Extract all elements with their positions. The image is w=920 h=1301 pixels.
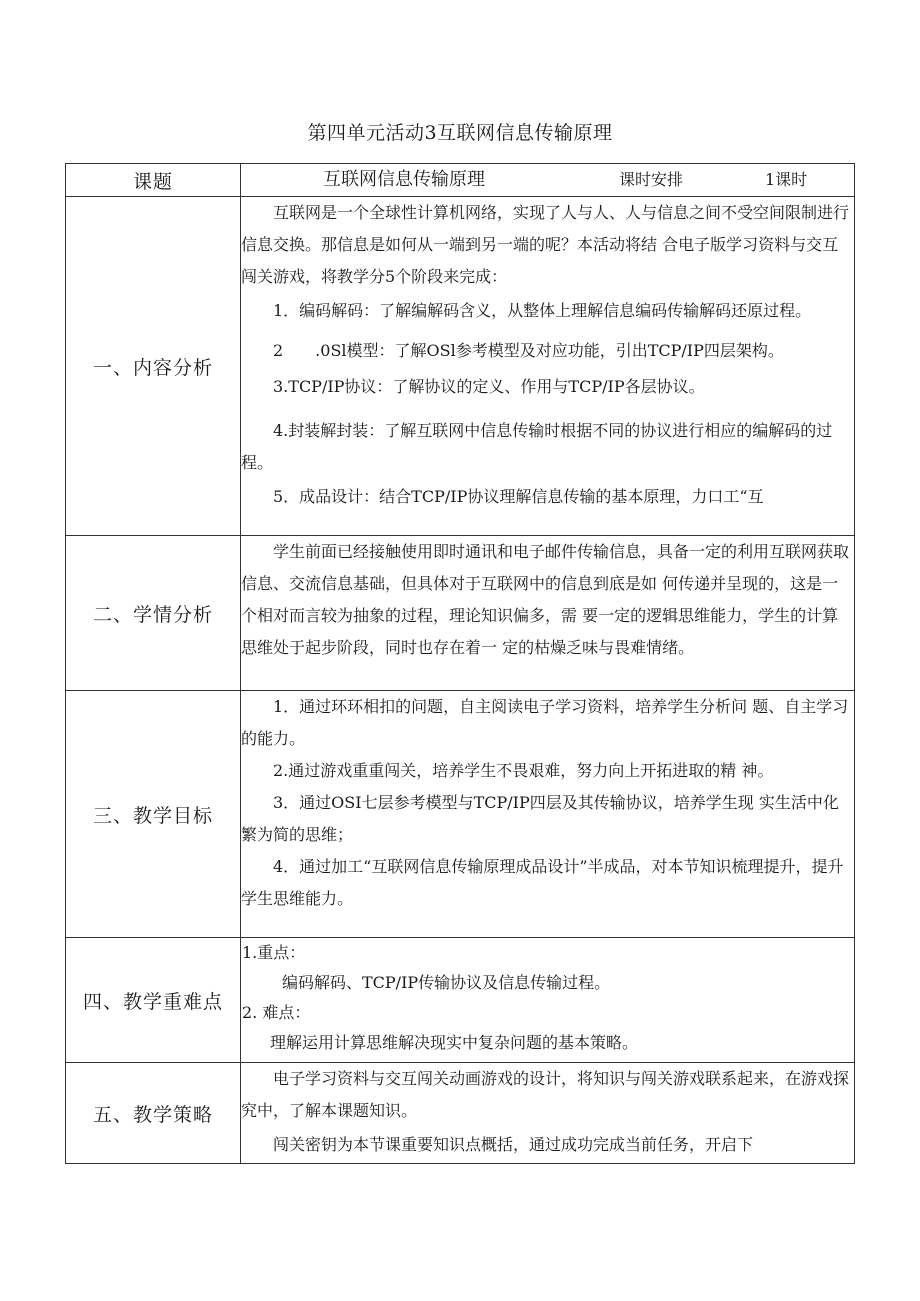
strategy-para-2: 闯关密钥为本节课重要知识点概括，通过成功完成当前任务，开启下 <box>273 1135 754 1154</box>
key-points-cell <box>241 938 855 1063</box>
content-analysis-item-1: 1．编码解码：了解编解码含义，从整体上理解信息编码传输解码还原过程。 <box>273 301 812 320</box>
hours-label: 课时安排 <box>619 170 684 189</box>
key-points-label: 四、教学重难点 <box>66 938 241 1063</box>
objective-item-3: 3．通过OSI七层参考模型与TCP/IP四层及其传输协议，培养学生现 实生活中化繁为简的思维； <box>241 793 839 844</box>
strategy-row <box>66 1063 855 1164</box>
learner-analysis-label: 二、学情分析 <box>66 536 241 691</box>
objective-item-2: 2.通过游戏重重闯关，培养学生不畏艰难，努力向上开拓进取的精 神。 <box>273 761 774 780</box>
strategy-cell <box>241 1063 855 1164</box>
key-points-row <box>66 938 855 1063</box>
lesson-plan-table <box>65 163 855 1164</box>
objective-item-1: 1．通过环环相扣的问题，自主阅读电子学习资料，培养学生分析问 题、自主学习的能力。 <box>241 697 849 748</box>
key-heading: 1.重点： <box>242 943 306 962</box>
content-analysis-cell <box>241 197 855 536</box>
objectives-cell <box>241 691 855 938</box>
page-title: 第四单元活动3互联网信息传输原理 <box>307 122 613 144</box>
content-analysis-item-3: 3.TCP/IP协议：了解协议的定义、作用与TCP/IP各层协议。 <box>273 377 705 396</box>
key-text: 编码解码、TCP/IP传输协议及信息传输过程。 <box>282 973 611 992</box>
hours-value: 1课时 <box>765 170 808 189</box>
content-analysis-item-4: 4.封装解封装：了解互联网中信息传输时根据不同的协议进行相应的编解码的过程。 <box>241 421 833 472</box>
objectives-row <box>66 691 855 938</box>
objectives-label: 三、教学目标 <box>66 691 241 938</box>
strategy-para-1: 电子学习资料与交互闯关动画游戏的设计，将知识与闯关游戏联系起来，在游戏探究中，了解本课题知识。 <box>241 1069 850 1120</box>
table-header-row <box>66 164 855 197</box>
content-analysis-intro: 互联网是一个全球性计算机网络，实现了人与人、人与信息之间不受空间限制进行信息交换。那信息是如何从一端到另一端的呢？本活动将结 合电子版学习资料与交互闯关游戏，将教学分5个阶段来完成： <box>241 203 850 286</box>
learner-analysis-text: 学生前面已经接触使用即时通讯和电子邮件传输信息，具备一定的利用互联网获取信息、交流信息基础，但具体对于互联网中的信息到底是如 何传递并呈现的，这是一个相对而言较为抽象的过程，理论知识偏多，需 要一定的逻辑思维能力，学生的计算思维处于起步阶段，同时也存在着一 定的枯燥乏味与畏难情绪。 <box>241 542 850 657</box>
topic-label: 课题 <box>66 164 241 197</box>
difficulty-text: 理解运用计算思维解决现实中复杂问题的基本策略。 <box>270 1033 639 1052</box>
learner-analysis-cell <box>241 536 855 691</box>
difficulty-heading: 2. 难点： <box>242 1003 311 1022</box>
content-analysis-item-2: 2 .0Sl模型：了解OSl参考模型及对应功能，引出TCP/IP四层架构。 <box>273 341 784 360</box>
objective-item-4: 4．通过加工“互联网信息传输原理成品设计”半成品，对本节知识梳理提升，提升学生思维能力。 <box>241 857 844 908</box>
learner-analysis-row <box>66 536 855 691</box>
strategy-label: 五、教学策略 <box>66 1063 241 1164</box>
topic-value: 互联网信息传输原理 <box>323 169 485 190</box>
content-analysis-label: 一、内容分析 <box>66 197 241 536</box>
content-analysis-row <box>66 197 855 536</box>
topic-cell <box>241 164 855 197</box>
content-analysis-item-5: 5．成品设计：结合TCP/IP协议理解信息传输的基本原理，力口工“互 <box>273 487 764 506</box>
